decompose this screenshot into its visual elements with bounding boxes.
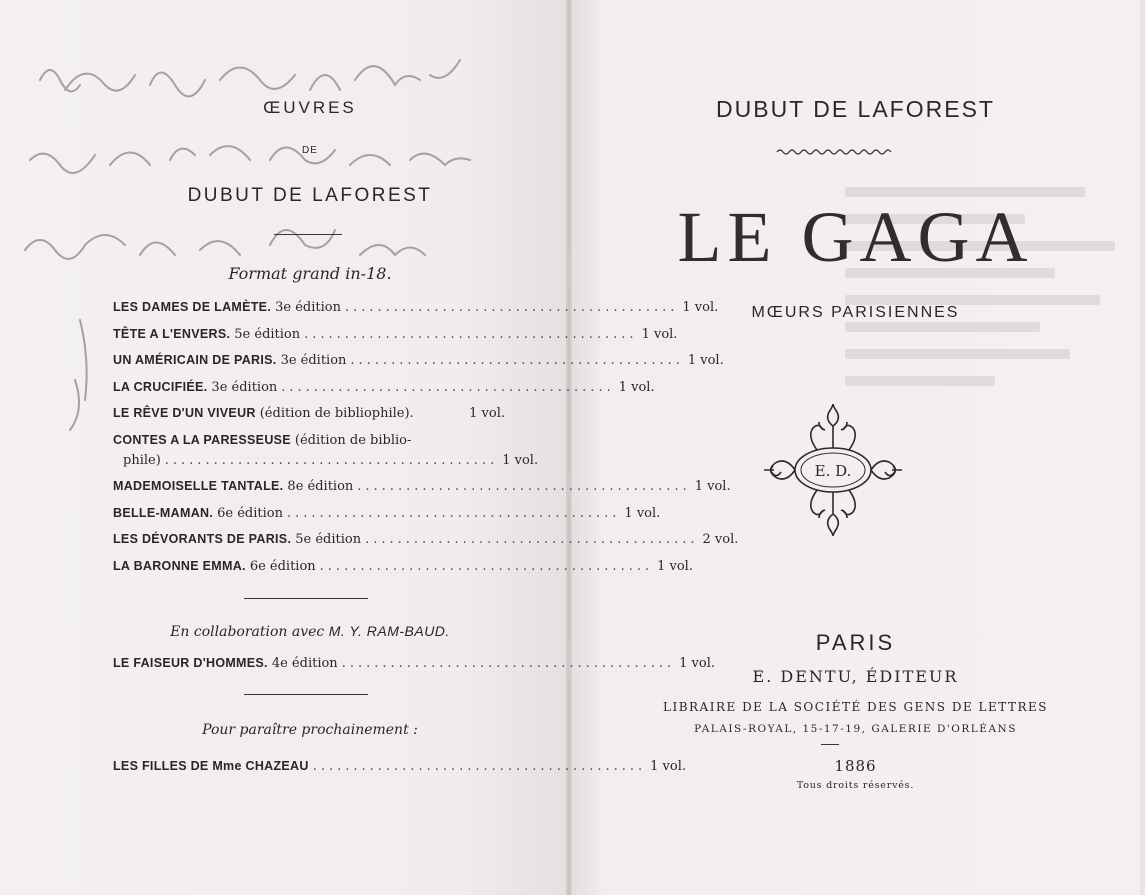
- publication-year: 1886: [834, 757, 877, 775]
- work-title: LA CRUCIFIÉE.: [113, 379, 208, 394]
- works-list: [113, 300, 739, 585]
- leader-dots: .........................................: [350, 353, 684, 368]
- list-item: [113, 433, 505, 453]
- work-edition: 8e édition: [287, 479, 354, 494]
- work-title: LE RÊVE D'UN VIVEUR: [113, 406, 256, 420]
- work-edition: 3e édition: [275, 300, 341, 315]
- work-volumes: 1 vol.: [502, 452, 539, 468]
- work-edition: 6e édition: [217, 505, 283, 521]
- publisher-address: PALAIS-ROYAL, 15-17-19, GALERIE D'ORLÉANS: [694, 723, 1017, 735]
- list-item: [113, 558, 693, 586]
- leader-dots: .........................................: [281, 379, 615, 395]
- binding-stitch: [567, 250, 570, 290]
- format-label: Format grand in-18.: [228, 264, 392, 283]
- divider: [274, 234, 342, 235]
- leader-dots: .........................................: [341, 656, 676, 671]
- work-volumes: 1 vol.: [618, 379, 655, 395]
- leader-dots: .........................................: [304, 326, 638, 342]
- list-item: [113, 379, 655, 407]
- work-title: LES FILLES DE Mme CHAZEAU: [113, 759, 309, 773]
- publisher-affiliation: LIBRAIRE DE LA SOCIÉTÉ DES GENS DE LETTRES: [662, 700, 1048, 714]
- work-edition: 5e édition: [295, 532, 362, 547]
- work-title: LES DÉVORANTS DE PARIS.: [113, 532, 292, 546]
- book-title: LE GAGA: [677, 197, 1034, 277]
- list-item-continuation: [113, 452, 539, 480]
- emblem-monogram: E. D.: [814, 462, 852, 480]
- work-volumes: 1 vol.: [650, 759, 687, 774]
- list-item: [113, 353, 724, 380]
- work-volumes: 1 vol.: [657, 558, 693, 574]
- work-title: MADEMOISELLE TANTALE.: [113, 479, 284, 493]
- list-item: [113, 406, 505, 433]
- work-volumes: 1 vol.: [641, 326, 678, 342]
- leader-dots: .........................................: [286, 505, 621, 521]
- rights-notice: Tous droits réservés.: [796, 780, 915, 791]
- collaboration-prefix: En collaboration avec: [170, 624, 325, 640]
- list-item: [113, 759, 687, 786]
- work-volumes: 1 vol.: [687, 353, 724, 368]
- list-item: [113, 656, 715, 683]
- list-item: [113, 479, 731, 506]
- leader-dots: .........................................: [344, 300, 679, 315]
- publisher-emblem: [762, 402, 904, 538]
- work-volumes: 1 vol.: [694, 479, 731, 494]
- work-edition: (édition de biblio-: [294, 432, 412, 448]
- divider: [244, 694, 368, 695]
- leader-dots: .........................................: [319, 558, 654, 574]
- work-volumes: 1 vol.: [469, 406, 505, 421]
- work-title: LES DAMES DE LAMÈTE.: [113, 300, 272, 314]
- work-title: LE FAISEUR D'HOMMES.: [113, 656, 268, 670]
- publisher-name: E. DENTU, ÉDITEUR: [752, 667, 959, 686]
- works-heading: ŒUVRES: [263, 98, 357, 117]
- work-title: BELLE-MAMAN.: [113, 505, 214, 520]
- work-edition: 4e édition: [271, 656, 338, 671]
- imprint-city: PARIS: [815, 630, 896, 655]
- work-edition: 5e édition: [234, 326, 301, 342]
- leader-dots: .........................................: [357, 479, 691, 494]
- work-title: UN AMÉRICAIN DE PARIS.: [113, 353, 277, 367]
- works-de: DE: [302, 145, 318, 156]
- book-subtitle: MŒURS PARISIENNES: [751, 304, 960, 321]
- work-edition: (édition de bibliophile).: [259, 406, 414, 421]
- collaboration-line: [110, 623, 510, 640]
- leader-dots: .........................................: [365, 532, 699, 547]
- leader-dots: .........................................: [164, 452, 499, 468]
- work-edition: 6e édition: [249, 558, 316, 574]
- forthcoming-list: [113, 759, 687, 786]
- work-edition: 3e édition: [211, 379, 278, 395]
- forthcoming-label: Pour paraître prochainement :: [202, 722, 418, 738]
- list-item: [113, 505, 661, 533]
- work-title: LA BARONNE EMMA.: [113, 558, 246, 573]
- right-author: DUBUT DE LAFOREST: [716, 96, 995, 122]
- list-item: [113, 326, 678, 354]
- work-title: CONTES A LA PARESSEUSE: [113, 432, 291, 447]
- work-volumes: 1 vol.: [624, 505, 661, 521]
- wavy-rule: [777, 148, 891, 156]
- work-edition: phile): [123, 452, 161, 468]
- work-volumes: 1 vol.: [679, 656, 715, 671]
- work-edition: 3e édition: [280, 353, 347, 368]
- work-title: TÊTE A L'ENVERS.: [113, 326, 231, 341]
- collab-works-list: [113, 656, 715, 683]
- list-item: [113, 532, 739, 559]
- work-volumes: 1 vol.: [682, 300, 719, 315]
- divider: [821, 744, 839, 745]
- left-author: DUBUT DE LAFOREST: [187, 185, 433, 206]
- divider: [244, 598, 368, 599]
- collaborator-name: M. Y. RAM-BAUD.: [328, 623, 450, 639]
- work-volumes: 2 vol.: [702, 532, 739, 547]
- leader-dots: .........................................: [312, 759, 647, 774]
- list-item: [113, 300, 719, 327]
